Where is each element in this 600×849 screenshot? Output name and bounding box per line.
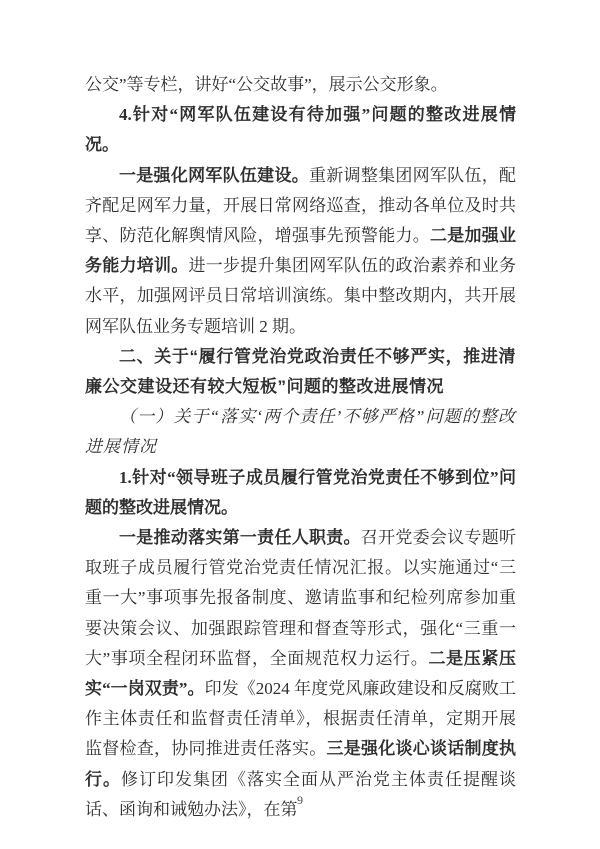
text-run: （一）关于“落实‘两个责任’不够严格”问题的整改进展情况 — [85, 407, 516, 457]
text-run: 二是压紧压实“一岗双责”。 — [85, 648, 517, 699]
para-heading-1 — [85, 463, 516, 523]
text-run: 4.针对“网军队伍建设有待加强”问题的整改进展情况。 — [85, 105, 516, 155]
text-run: 1.针对“领导班子成员履行管党治党责任不够到位”问题的整改进展情况。 — [85, 467, 516, 517]
para-subsection-1-heading — [85, 402, 516, 462]
para-measures-wangjun — [85, 161, 516, 342]
text-run: 一是强化网军队伍建设。 — [119, 165, 309, 185]
para-continuation — [85, 70, 516, 100]
text-run: 一是推动落实第一责任人职责。 — [119, 528, 361, 548]
document-body — [85, 70, 516, 825]
text-run: 修订印发集团《落实全面从严治党主体责任提醒谈话、函询和诫勉办法》，在第 — [85, 769, 516, 819]
text-run: 重新调整集团网军队伍，配齐配足网军力量，开展日常网络巡查，推动各单位及时共享、防范化解舆情风险，增强事先预警能力。 — [85, 165, 516, 246]
para-section-2-heading — [85, 342, 516, 402]
text-run: 二是加强业务能力培训。 — [85, 226, 516, 276]
text-run: 进一步提升集团网军队伍的政治素养和业务水平，加强网评员日常培训演练。集中整改期内，共开展网军队伍业务专题培训 2 期。 — [85, 256, 516, 336]
text-run: 公交”等专栏，讲好“公交故事”，展示公交形象。 — [85, 75, 448, 94]
para-heading-4 — [85, 100, 516, 160]
para-measures-zeren — [85, 523, 516, 825]
text-run: 印发《2024 年度党风廉政建设和反腐败工作主体责任和监督责任清单》，根据责任清单，定期开展监督检查，协同推进责任落实。 — [85, 679, 517, 759]
text-run: 二、关于“履行管党治党政治责任不够严实，推进清廉公交建设还有较大短板”问题的整改进展情况 — [85, 346, 516, 397]
page-footer — [0, 791, 600, 809]
page-number: 9 — [297, 793, 303, 807]
text-run: 三是强化谈心谈话制度执行。 — [85, 739, 516, 789]
text-run: 召开党委会议专题听取班子成员履行管党治党责任情况汇报。以实施通过“三重一大”事项事先报备制度、邀请监事和纪检列席参加重要决策会议、加强跟踪管理和督查等形式，强化“三重一大”事项全程闭环监督，全面规范权力运行。 — [85, 528, 517, 668]
